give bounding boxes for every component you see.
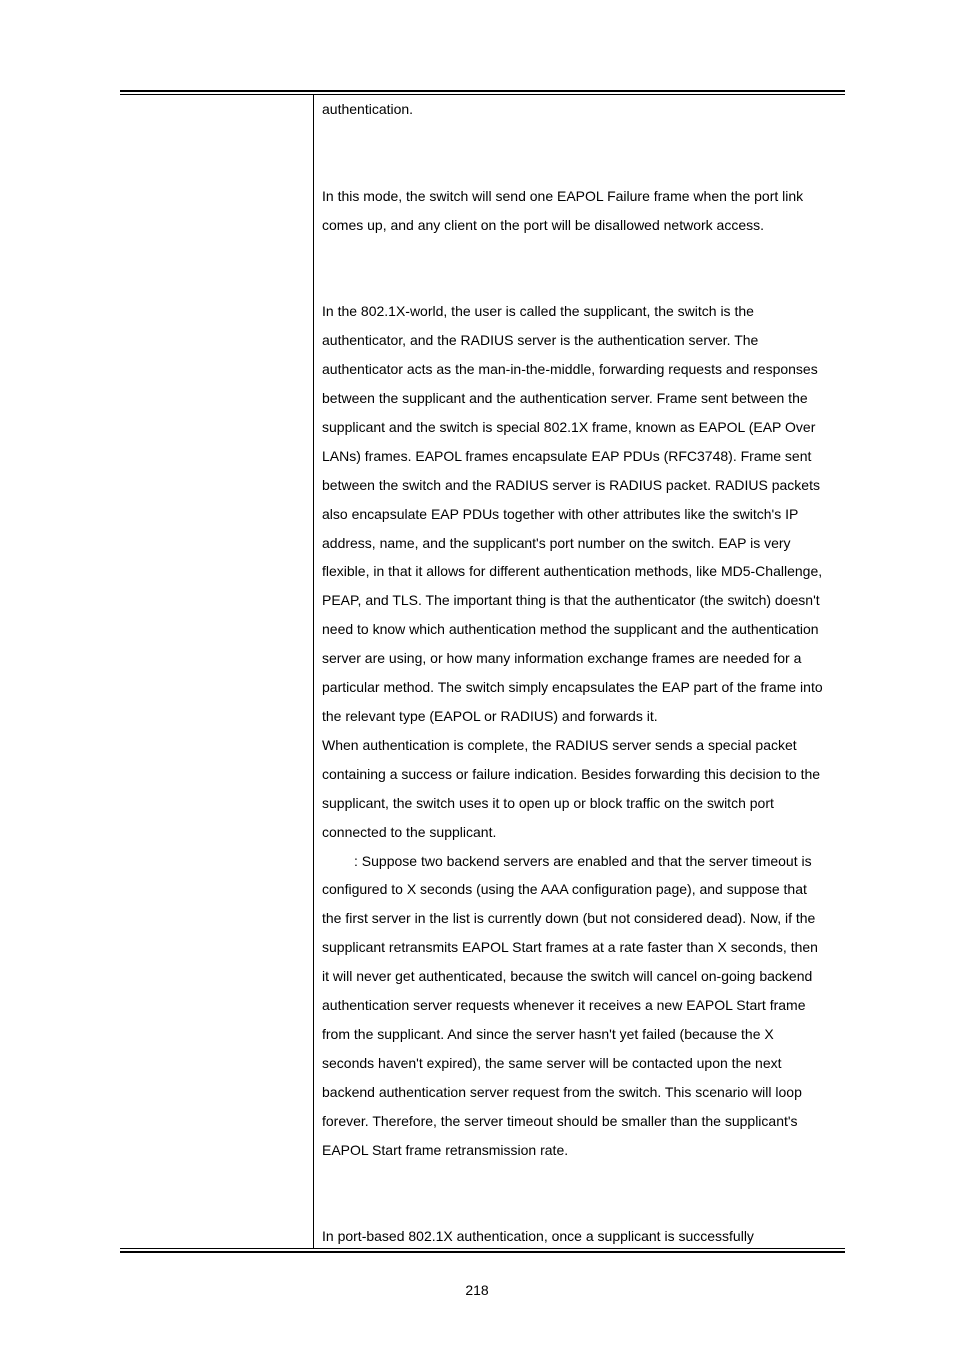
text-line: supplicant retransmits EAPOL Start frames at a rate faster than X seconds, then [322,939,818,956]
text-line: also encapsulate EAP PDUs together with other attributes like the switch's IP [322,505,799,522]
table-bottom-rule [120,1248,845,1253]
text-line: containing a success or failure indication. Besides forwarding this decision to the [322,765,821,782]
paragraph-authentication-complete [322,731,842,847]
paragraph-force-unauthorized [322,182,842,240]
text-line: configured to X seconds (using the AAA configuration page), and suppose that [322,881,807,898]
text-line: authenticator acts as the man-in-the-middle, forwarding requests and responses [322,361,818,378]
description-cell [322,95,842,1251]
text-line: connected to the supplicant. [322,823,497,840]
text-line: authenticator, and the RADIUS server is the authentication server. The [322,332,759,349]
text-line: LANs) frames. EAPOL frames encapsulate EAP PDUs (RFC3748). Frame sent [322,447,812,464]
text-line: When authentication is complete, the RADIUS server sends a special packet [322,736,797,753]
text-line: supplicant, the switch uses it to open up or block traffic on the switch port [322,794,774,811]
text-line: seconds haven't expired), the same server will be contacted upon the next [322,1054,782,1071]
text-line: backend authentication server request from the switch. This scenario will loop [322,1083,802,1100]
paragraph-authentication-end [322,95,842,124]
text-line: from the supplicant. And since the server hasn't yet failed (because the X [322,1025,774,1042]
text-line: particular method. The switch simply encapsulates the EAP part of the frame into [322,679,823,696]
text-line: EAPOL Start frame retransmission rate. [322,1141,569,1158]
text-line: : Suppose two backend servers are enabled and that the server timeout is [354,852,812,869]
text-line: flexible, in that it allows for different authentication methods, like MD5-Challenge, [322,563,823,580]
text-line: server are using, or how many information exchange frames are needed for a [322,650,802,667]
text-line: between the switch and the RADIUS server is RADIUS packet. RADIUS packets [322,476,820,493]
paragraph-note-server-timeout [322,847,842,1165]
paragraph-port-based [322,1222,842,1251]
text-line: PEAP, and TLS. The important thing is that the authenticator (the switch) doesn't [322,592,820,609]
text-line: In the 802.1X-world, the user is called the supplicant, the switch is the [322,303,754,320]
text-line: authentication server requests whenever it receives a new EAPOL Start frame [322,997,806,1014]
text-line: it will never get authenticated, because the switch will cancel on-going backend [322,968,813,985]
text-line: the first server in the list is currently down (but not considered dead). Now, if the [322,910,816,927]
text-line: between the supplicant and the authentication server. Frame sent between the [322,390,808,407]
text-line: authentication. [322,101,414,117]
text-line: need to know which authentication method the supplicant and the authentication [322,621,819,638]
page-number: 218 [465,1282,489,1298]
text-line: address, name, and the supplicant's port number on the switch. EAP is very [322,534,791,551]
text-line: the relevant type (EAPOL or RADIUS) and forwards it. [322,708,658,724]
text-line: In this mode, the switch will send one EAPOL Failure frame when the port link [322,187,804,204]
paragraph-8021x-overview [322,297,842,731]
column-divider [313,95,314,1248]
text-line: In port-based 802.1X authentication, once a supplicant is successfully [322,1228,754,1245]
text-line: forever. Therefore, the server timeout should be smaller than the supplicant's [322,1112,798,1129]
text-line: supplicant and the switch is special 802.1X frame, known as EAPOL (EAP Over [322,418,816,435]
text-line: comes up, and any client on the port will be disallowed network access. [322,216,765,233]
